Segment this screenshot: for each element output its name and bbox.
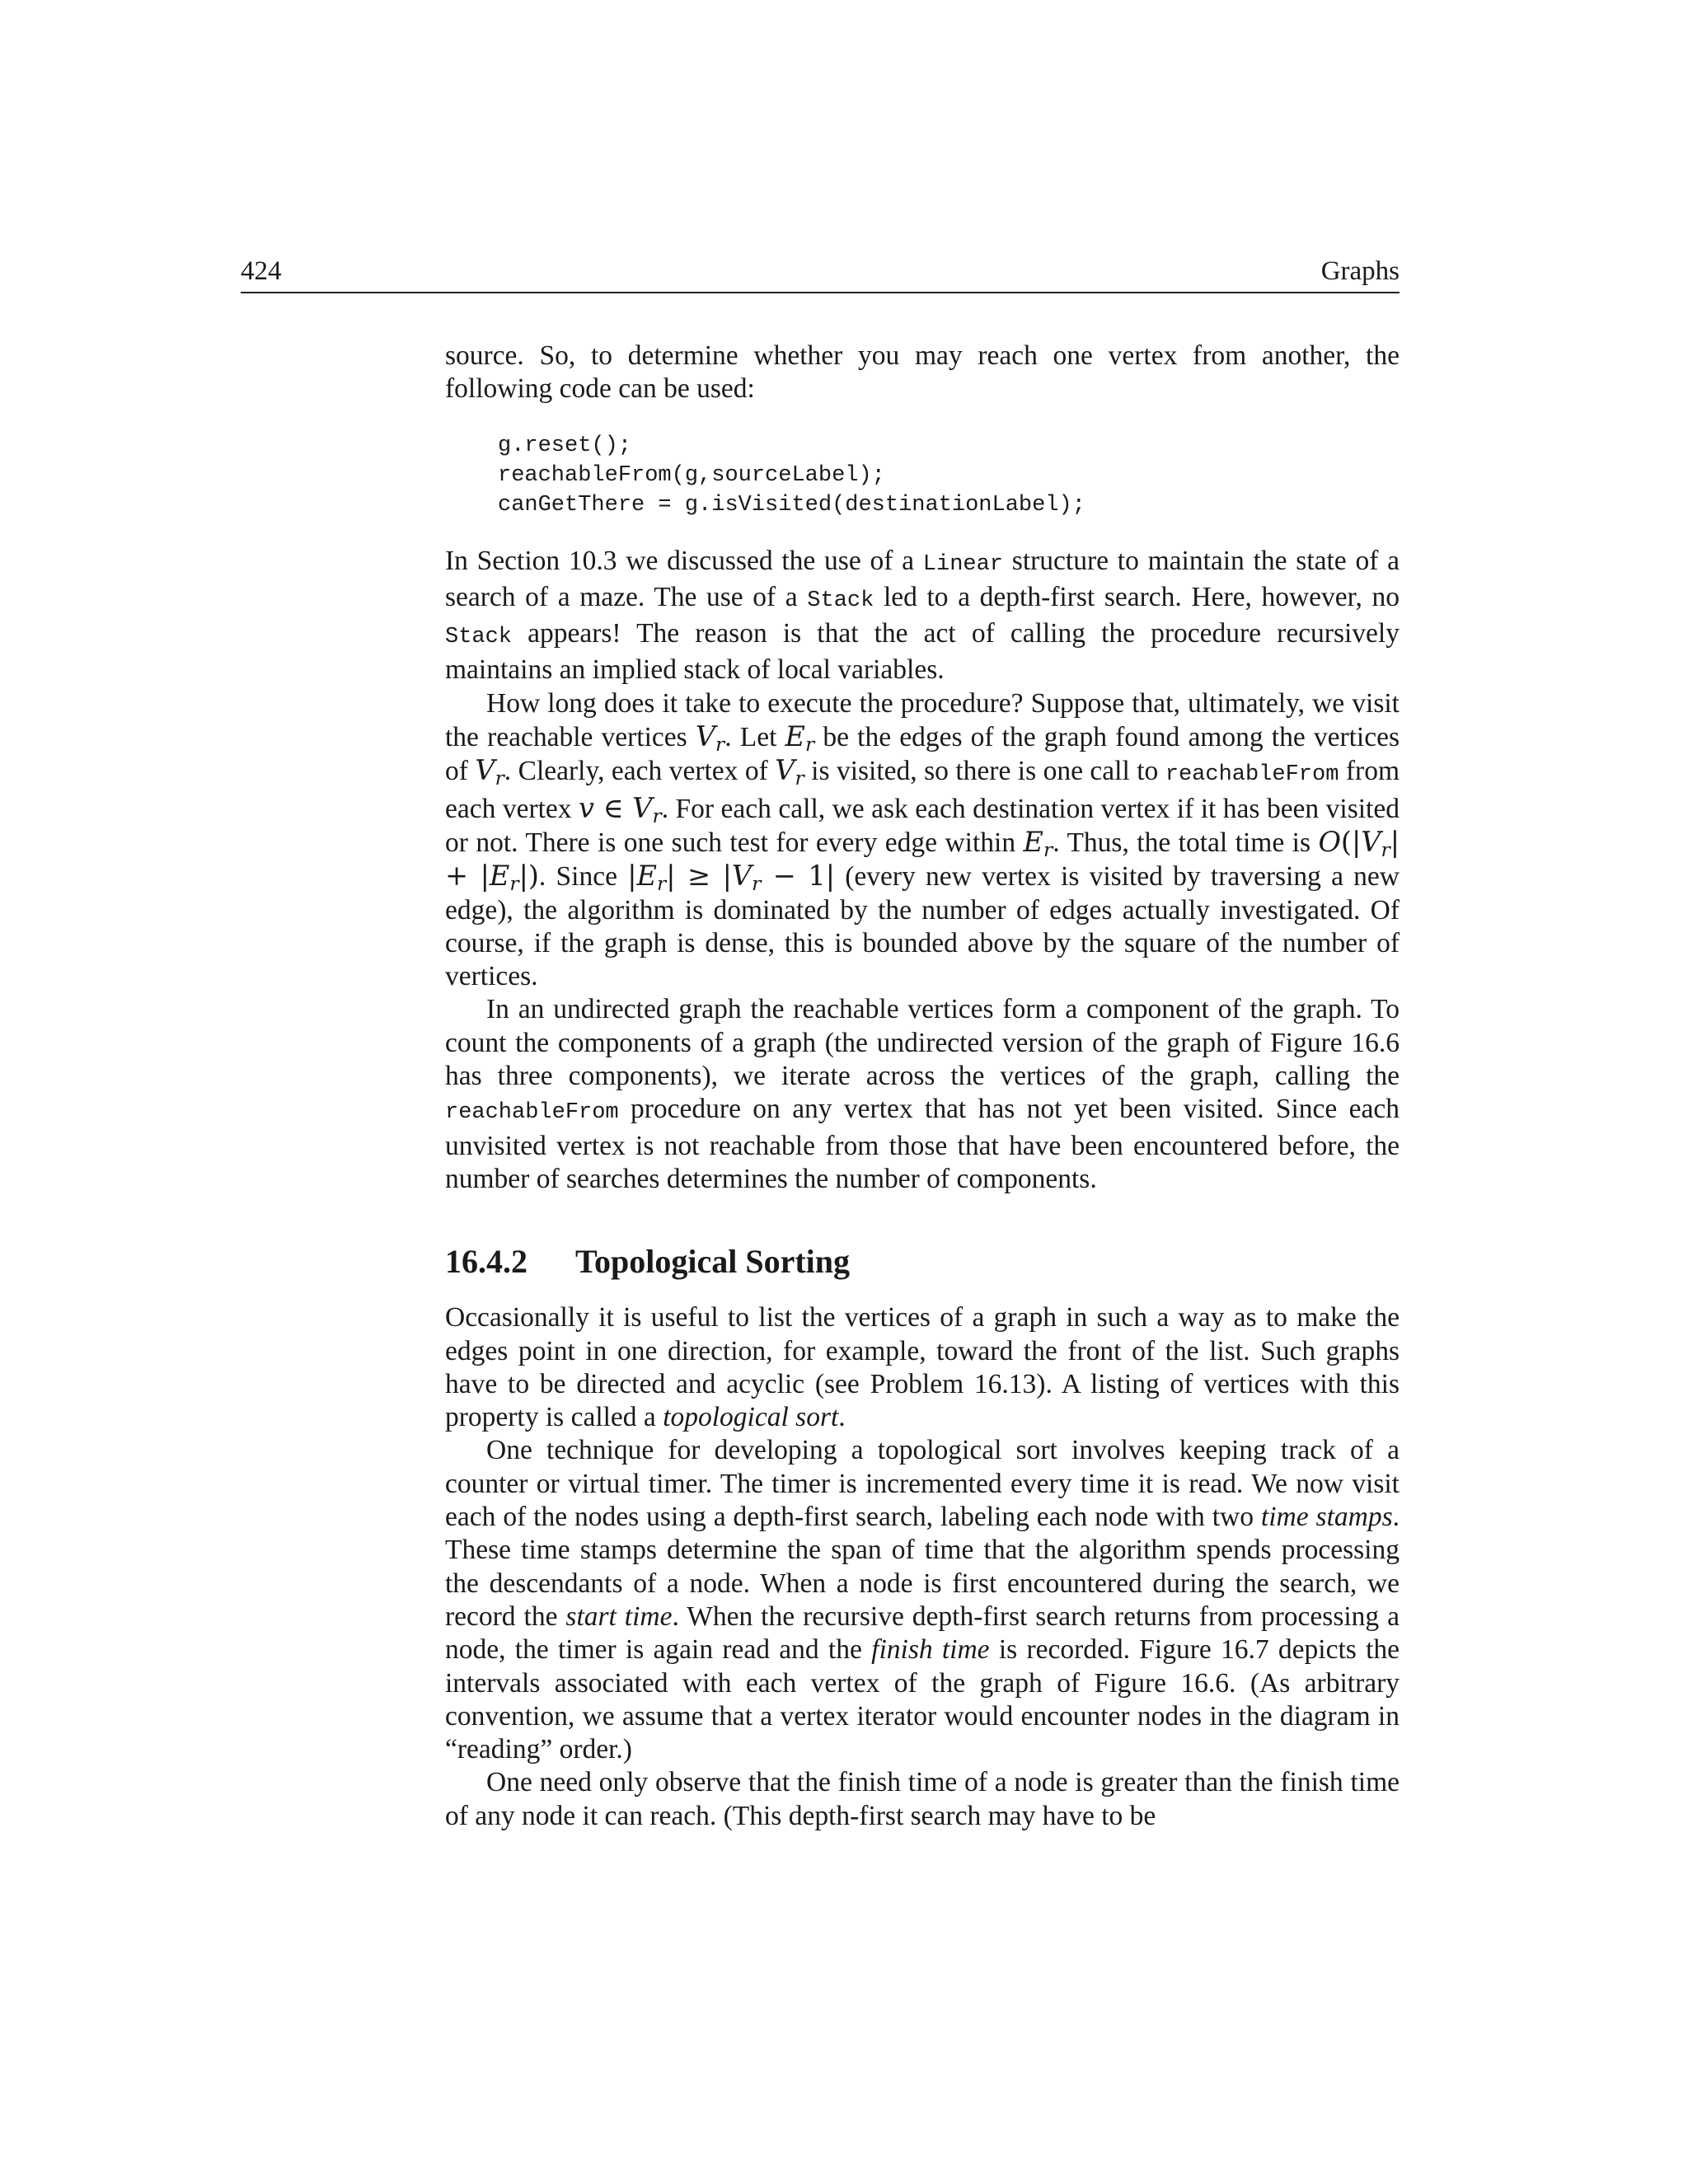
code-reachablefrom: reachableFrom (1165, 762, 1339, 788)
section-title: Topological Sorting (575, 1243, 851, 1281)
code-stack: Stack (807, 588, 874, 613)
section-number: 16.4.2 (445, 1243, 528, 1281)
code-reachablefrom: reachableFrom (445, 1100, 619, 1126)
code-block (498, 431, 1400, 520)
running-title: Graphs (1320, 256, 1400, 286)
page-body (445, 340, 1400, 1833)
paragraph-linear-structure: In Section 10.3 we discussed the use of a Linear structure to maintain the state of a search of a maze. The use of a Stack led to a depth-first search. Here, however, no Stack appears! The reason is that the act of calling the procedure recursively maintains an implied stack of local variables. (445, 545, 1400, 686)
paragraph-topological-intro: Occasionally it is useful to list the vertices of a graph in such a way as to make the edges point in one direction, for example, toward the front of the list. Such graphs have to be directed and acyclic (see Problem 16.13). A listing of vertices with this property is called a topological sort. (445, 1302, 1400, 1433)
paragraph-components: In an undirected graph the reachable vertices form a component of the graph. To count the components of a graph (the undirected version of the graph of Figure 16.6 has three components), we iterate across the vertices of the graph, calling the reachableFrom procedure on any vertex that has not yet been visited. Since each unvisited vertex is not reachable from those that have been encountered before, the number of searches determines the number of components. (445, 994, 1400, 1194)
code-stack: Stack (445, 625, 513, 650)
paragraph-time-stamps: One technique for developing a topological sort involves keeping track of a counter or virtual timer. The timer is incremented every time it is read. We now visit each of the nodes using a depth-first search, labeling each node with two time stamps. These time stamps determine the span of time that the algorithm spends processing the descendants of a node. When a node is first encountered during the search, we record the start time. When the recursive depth-first search returns from processing a node, the timer is again read and the finish time is recorded. Figure 16.7 depicts the intervals associated with each vertex of the graph of Figure 16.6. (As arbitrary convention, we assume that a vertex iterator would encounter nodes in the diagram in “reading” order.) (445, 1435, 1400, 1765)
code-linear: Linear (922, 551, 1004, 577)
page-header (241, 254, 1400, 293)
paragraph-source: source. So, to determine whether you may reach one vertex from another, the following code can be used: (445, 340, 1400, 405)
code-line: reachableFrom(g,sourceLabel); (498, 462, 885, 488)
paragraph-running-time: How long does it take to execute the procedure? Suppose that, ultimately, we visit the reachable vertices $V_r$. Let $E_r$ be the edges of the graph found among the vertices of $V_r$. Clearly, each vertex of $V_r$ is visited, so there is one call to reachableFrom from each vertex v ∈ $V_r$. For each call, we ask each destination vertex if it has been visited or not. There is one such test for every edge within $E_r$. Thus, the total time is $O(|V_r| + |E_r|)$. Since $|E_r| \ge |V_r - 1|$ (every new vertex is visited by traversing a new edge), the algorithm is dominated by the number of edges actually investigated. Of course, if the graph is dense, this is bounded above by the square of the number of vertices. (445, 687, 1400, 992)
code-line: g.reset(); (498, 433, 632, 458)
code-line: canGetThere = g.isVisited(destinationLabel); (498, 492, 1085, 518)
paragraph-finish-time: One need only observe that the finish time of a node is greater than the finish time of any node it can reach. (This depth-first search may have to be (445, 1767, 1400, 1831)
page-number: 424 (241, 256, 282, 286)
section-heading (445, 1242, 1400, 1282)
